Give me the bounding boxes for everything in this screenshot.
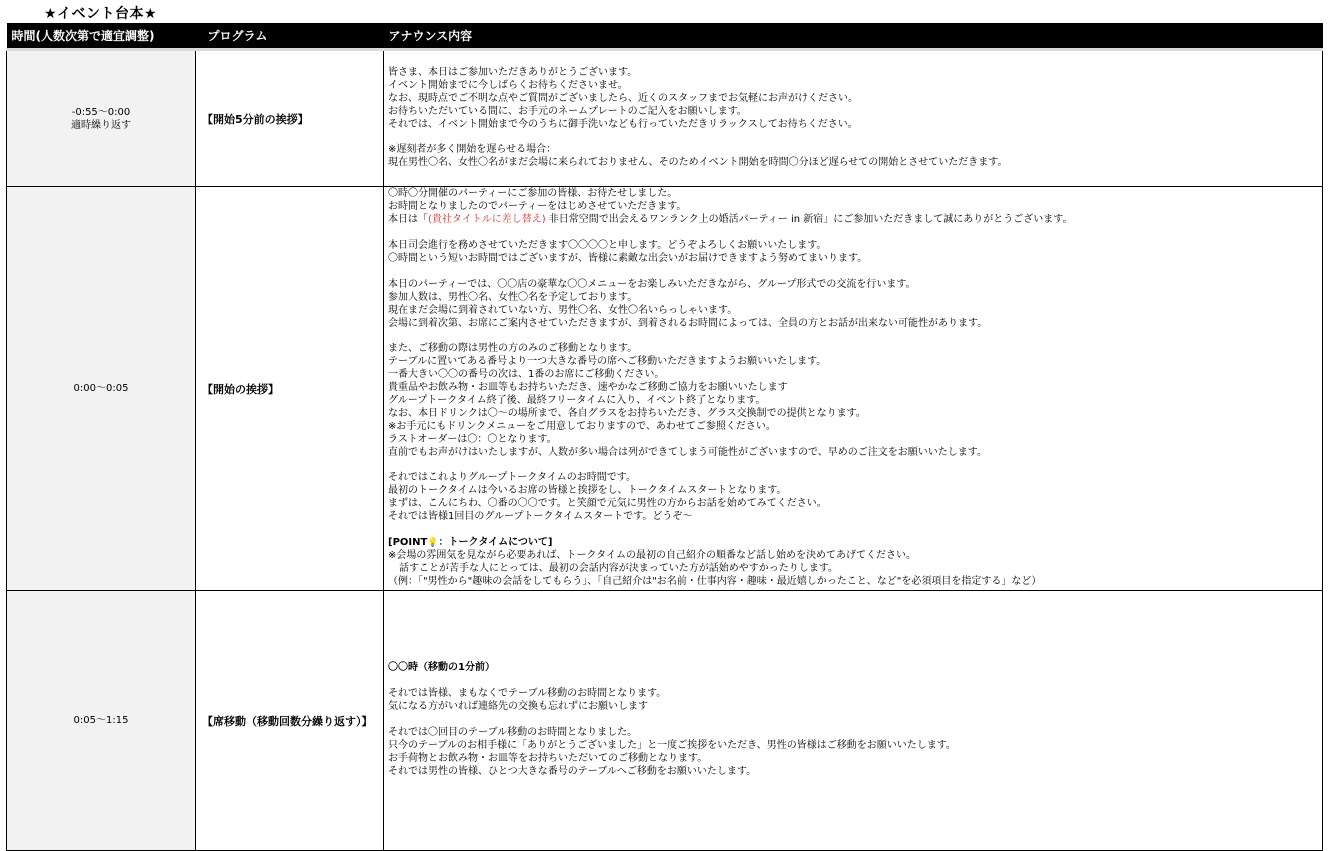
announce-line: まずは、こんにちわ、〇番の〇〇です。と笑顔で元気に男性の方からお話を始めてみてください。 [388, 498, 827, 510]
announce-line: なお、現時点でご不明な点やご質問がございましたら、近くのスタッフまでお気軽にお声がけください。 [388, 92, 858, 104]
time-cell [7, 50, 196, 187]
announce-line: 一番大きい〇〇の番号の次は、1番のお席にご移動ください。 [388, 369, 665, 381]
announce-line: それでは男性の皆様、ひとつ大きな番号のテーブルへご移動をお願いいたします。 [388, 765, 757, 777]
announce-line: 本日のパーティーでは、〇〇店の豪華な〇〇メニューをお楽しみいただきながら、グループ形式での交流を行います。 [388, 278, 916, 290]
point-heading [388, 537, 1318, 550]
intro-line [388, 214, 1318, 227]
event-script-table [6, 23, 1323, 851]
program-cell: 【開始の挨拶】 [196, 187, 384, 591]
announce-cell [384, 50, 1323, 187]
lightbulb-icon: 💡 [427, 537, 439, 548]
table-row [7, 591, 1323, 851]
announce-line: お待ちいただいている間に、お手元のネームプレートのご記入をお願いします。 [388, 105, 747, 117]
blank-line [388, 459, 1318, 472]
announce-line: 本日司会進行を務めさせていただきます〇〇〇〇と申します。どうぞよろしくお願いいたします。 [388, 240, 827, 252]
time-cell [7, 187, 196, 591]
announce-line: 現在男性〇名、女性〇名がまだ会場に来られておりません、そのためイベント開始を時間〇分ほど遅らせての開始とさせていただきます。 [388, 157, 1008, 169]
announce-line: お手荷物とお飲み物・お皿等をお持ちいただいてのご移動となります。 [388, 752, 708, 764]
announce-line: 気になる方がいれば連絡先の交換も忘れずにお願いします [388, 701, 648, 713]
announce-line: ラストオーダーは〇：〇となります。 [388, 433, 557, 445]
time-range: 0:00〜0:05 [73, 383, 129, 394]
header-time: 時間(人数次第で適宜調整) [7, 23, 196, 50]
header-announce: アナウンス内容 [384, 23, 1323, 50]
announce-line: それではこれよりグループトークタイムのお時間です。 [388, 472, 636, 484]
document-title: ★イベント台本★ [44, 6, 158, 22]
announce-line: 貴重品やお飲み物・お皿等もお持ちいただき、速やかなご移動ご協力をお願いいたします [388, 382, 788, 394]
indented-line: 話すことが苦手な人にとっては、最初の会話内容が決まっていた方が話始めやすかったりします。 [399, 562, 838, 574]
blank-line [388, 131, 1318, 144]
title-placeholder: (貴社タイトルに差し替え) [428, 214, 546, 226]
announce-line: テーブルに置いてある番号より一つ大きな番号の席へご移動いただきますようお願いいたします。 [388, 356, 827, 368]
time-range: -0:55〜0:00 [71, 106, 131, 118]
announce-line: 〇時〇分開催のパーティーにご参加の皆様、お待たせしました。 [388, 188, 678, 200]
announce-line: 直前でもお声がけはいたしますが、人数が多い場合は列ができてしまう可能性がございますので、早めのご注文をお願いいたします。 [388, 446, 987, 458]
announce-line: それでは皆様、まもなくでテーブル移動のお時間となります。 [388, 688, 667, 700]
announce-line: ※お手元にもドリンクメニューをご用意しておりますので、あわせてご参照ください。 [388, 420, 776, 432]
announce-line: 皆さま、本日はご参加いただきありがとうございます。 [388, 66, 638, 78]
blank-line [388, 524, 1318, 537]
announce-line: グループトークタイム終了後、最終フリータイムに入り、イベント終了となります。 [388, 394, 766, 406]
program-cell: 【席移動（移動回数分繰り返す）】 [196, 591, 384, 851]
announce-line: それでは、イベント開始まで今のうちに御手洗いなども行っていただきリラックスしてお待ちください。 [388, 118, 858, 130]
header-row [7, 23, 1323, 50]
blank-line [388, 675, 1318, 688]
announce-lines [388, 550, 1318, 563]
section-heading: 〇〇時（移動の1分前） [388, 662, 495, 674]
announce-lines [388, 188, 1318, 214]
announce-line: 現在まだ会場に到着されていない方、男性〇名、女性〇名いらっしゃいます。 [388, 304, 738, 316]
announce-line: 〇時間という短いお時間ではございますが、皆様に素敵な出会いがお届けできますよう努めてまいります。 [388, 253, 868, 264]
announce-line: お時間となりましたのでパーティーをはじめさせていただきます。 [388, 201, 687, 213]
announce-cell [384, 591, 1323, 851]
announce-line: 参加人数は、男性〇名、女性〇名を予定しております。 [388, 291, 638, 303]
announce-line: また、ご移動の際は男性の方のみのご移動となります。 [388, 343, 638, 355]
table-row [7, 50, 1323, 187]
program-cell: 【開始5分前の挨拶】 [196, 50, 384, 187]
header-program: プログラム [196, 23, 384, 50]
intro-post: 非日常空間で出会えるワンランク上の婚活パーティー in 新宿」にご参加いただきまして誠にありがとうございます。 [545, 214, 1073, 226]
point-pre: [POINT [388, 536, 428, 548]
example-line: （例：「"男性から"趣味の会話をしてもらう」、「自己紹介は"お名前・仕事内容・趣味・最近嬉しかったこと、など"を必須項目を指定する」など） [388, 575, 1042, 587]
table-row [7, 187, 1323, 591]
announce-line: それでは皆様1回目のグループトークタイムスタートです。どうぞ〜 [388, 511, 693, 523]
time-range: 0:05〜1:15 [73, 715, 129, 726]
announce-lines [388, 675, 1318, 778]
announce-line: それでは〇回目のテーブル移動のお時間となりました。 [388, 726, 638, 738]
announce-line: ※会場の雰囲気を見ながら必要あれば、トークタイムの最初の自己紹介の順番など話し始めを決めてあげてください。 [388, 549, 916, 561]
time-cell [7, 591, 196, 851]
announce-line: 只今のテーブルのお相手様に「ありがとうございました」と一度ご挨拶をいただき、男性の皆様はご移動をお願いいたします。 [388, 739, 956, 751]
announce-lines [388, 67, 1318, 170]
announce-lines [388, 227, 1318, 537]
time-note: 適時繰り返す [71, 119, 131, 131]
announce-line: 会場に到着次第、お席にご案内させていただきますが、到着されるお時間によっては、全員の方とお話が出来ない可能性があります。 [388, 317, 988, 329]
blank-line [388, 714, 1318, 727]
announce-line: なお、本日ドリンクは〇〜の場所まで、各自グラスをお持ちいただき、グラス交換制での提供となります。 [388, 407, 866, 419]
announce-line: イベント開始までに今しばらくお待ちくださいませ。 [388, 79, 628, 91]
intro-pre: 本日は「 [388, 214, 428, 226]
blank-line [388, 227, 1318, 240]
announce-line: ※遅刻者が多く開始を遅らせる場合： [388, 144, 557, 156]
announce-cell [384, 187, 1323, 591]
point-post: ：トークタイムについて] [438, 536, 553, 548]
blank-line [388, 266, 1318, 279]
blank-line [388, 330, 1318, 343]
announce-line: 最初のトークタイムは今いるお席の皆様と挨拶をし、トークタイムスタートとなります。 [388, 485, 787, 497]
